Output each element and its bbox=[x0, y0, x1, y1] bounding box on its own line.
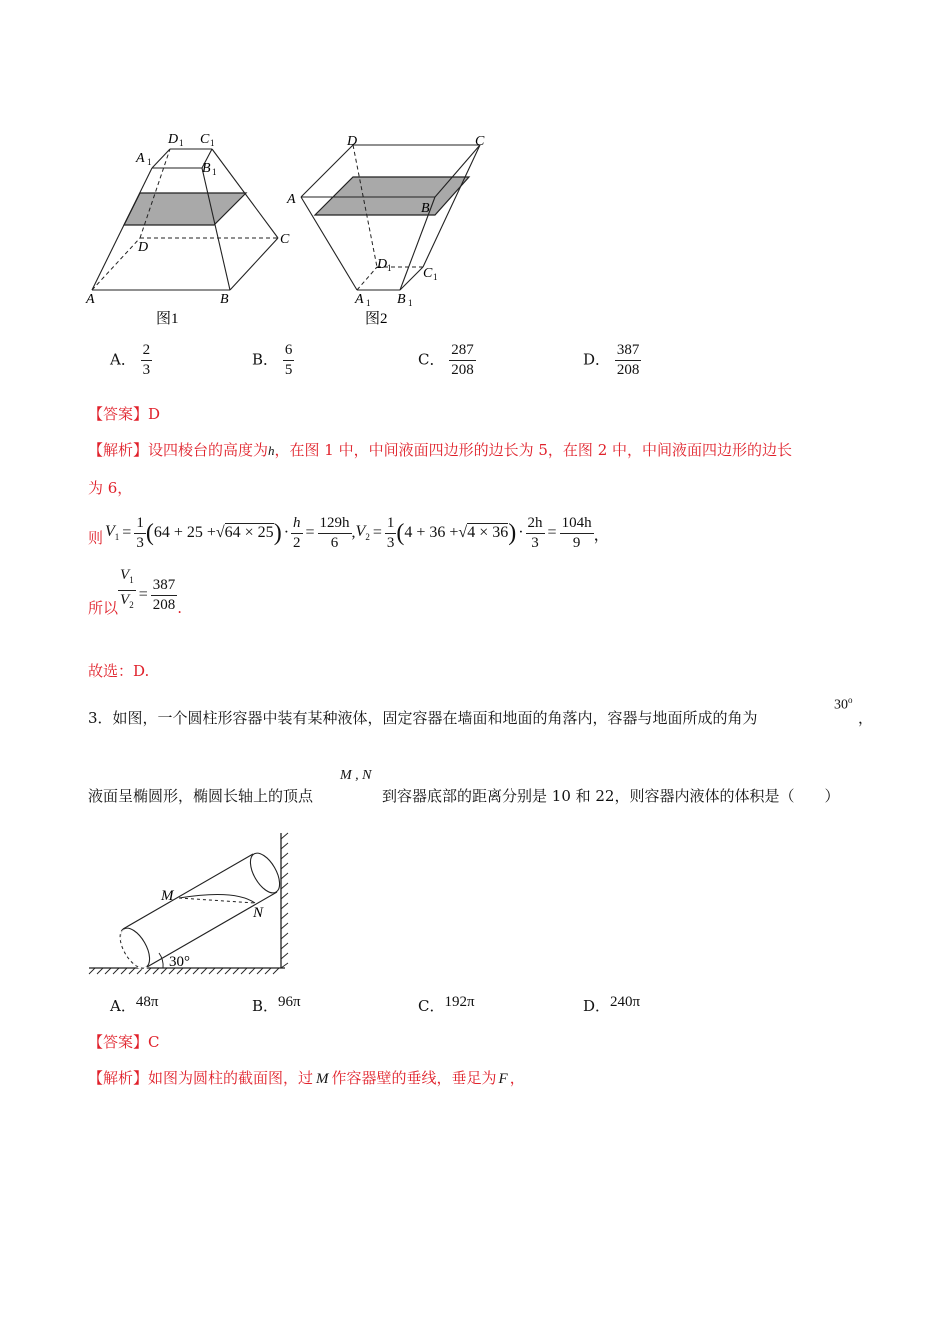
option-fraction: $\frac{287}{208}$ bbox=[451, 342, 474, 378]
label-C1: C bbox=[423, 266, 433, 281]
option-fraction: $\frac{387}{208}$ bbox=[616, 342, 640, 378]
label-C1-sub: 1 bbox=[210, 138, 215, 148]
label-B1-sub: 1 bbox=[408, 298, 413, 308]
frustum-figure-1 bbox=[80, 125, 300, 325]
label-B1: B bbox=[397, 292, 406, 307]
answer-line: 【答案】D bbox=[88, 405, 161, 423]
q3-analysis-line: 【解析】如图为圆柱的截面图，过 M 作容器壁的垂线，垂足为 F ， bbox=[88, 1069, 525, 1087]
label-B1-sub: 1 bbox=[212, 167, 217, 177]
label-A1: A bbox=[136, 151, 145, 166]
label-A: A bbox=[86, 292, 95, 307]
option-c[interactable] bbox=[418, 342, 476, 379]
q3-stem-line-2b: 到容器底部的距离分别是 10 和 22，则容器内液体的体积是（ ） bbox=[382, 787, 840, 805]
label-A1-sub: 1 bbox=[147, 157, 152, 167]
label-C1: C bbox=[200, 132, 210, 147]
q3-mn-label: M , N bbox=[340, 768, 372, 783]
option-a[interactable] bbox=[110, 342, 152, 379]
label-N: N bbox=[253, 905, 264, 921]
label-D: D bbox=[347, 134, 358, 149]
option-letter: C． bbox=[418, 350, 445, 369]
liquid-surface-1 bbox=[124, 193, 246, 225]
label-D1-sub: 1 bbox=[387, 263, 392, 273]
q3-option-d[interactable]: D．240π bbox=[583, 994, 641, 1015]
q3-angle: 30$^o$ bbox=[834, 695, 853, 713]
label-D: D bbox=[138, 240, 149, 255]
label-M: M bbox=[161, 888, 174, 904]
q3-stem-line-2a: 液面呈椭圆形，椭圆长轴上的顶点 bbox=[88, 787, 314, 805]
analysis-line-2: 为 6， bbox=[88, 479, 133, 497]
label-C: C bbox=[475, 134, 485, 149]
label-D1: D bbox=[168, 132, 179, 147]
figure-2-caption: 图2 bbox=[365, 311, 388, 325]
label-B: B bbox=[220, 292, 229, 307]
q3-answer-line: 【答案】C bbox=[88, 1033, 160, 1051]
label-B1: B bbox=[202, 161, 211, 176]
option-letter: A． bbox=[110, 350, 136, 369]
label-D1: D bbox=[377, 257, 388, 272]
label-A1-sub: 1 bbox=[366, 298, 371, 308]
option-fraction: $\frac{2}{3}$ bbox=[142, 342, 151, 378]
figure-1-caption: 图1 bbox=[156, 311, 179, 325]
option-d[interactable] bbox=[583, 342, 641, 379]
q3-option-a[interactable]: A．48π bbox=[110, 994, 159, 1015]
label-D1-sub: 1 bbox=[179, 138, 184, 148]
label-A1: A bbox=[355, 292, 364, 307]
option-b[interactable] bbox=[252, 342, 294, 379]
label-C1-sub: 1 bbox=[433, 272, 438, 282]
choose-line: 故选：D. bbox=[88, 662, 150, 680]
label-A: A bbox=[287, 192, 296, 207]
option-letter: D． bbox=[583, 350, 611, 369]
cylinder-figure bbox=[85, 825, 300, 985]
q3-stem-tail: ， bbox=[858, 709, 874, 727]
label-angle: 30° bbox=[169, 954, 190, 970]
option-letter: B． bbox=[252, 350, 279, 369]
liquid-surface-2 bbox=[315, 177, 469, 215]
q3-option-b[interactable]: B．96π bbox=[252, 994, 301, 1015]
q3-stem-line-1: 3．如图，一个圆柱形容器中装有某种液体，固定容器在墙面和地面的角落内，容器与地面所成的角为 bbox=[88, 709, 758, 727]
label-C: C bbox=[280, 232, 290, 247]
q3-option-c[interactable]: C．192π bbox=[418, 994, 475, 1015]
volume-formula: 则 $V_1$ = $\frac{1}{3}$ ( 64 + 25 + √64 × 25 ) · $\frac{h}{2}$ = $\frac{129h}{6}$ , $V_2$ = $\frac{1}{3}$ ( 4 + 36 + √4 × 36 ) · $\frac{2h}{3}$ = $\frac{104h}{9}$ ， bbox=[88, 514, 610, 551]
ratio-line: 所以 $\frac{V_1}{V_2}$ = $\frac{387}{208}$ . bbox=[88, 567, 182, 617]
label-B: B bbox=[421, 201, 430, 216]
option-fraction: $\frac{6}{5}$ bbox=[284, 342, 293, 378]
analysis-line-1: 【解析】设四棱台的高度为h，在图 1 中，中间液面四边形的边长为 5，在图 2 中，中间液面四边形的边长 bbox=[88, 441, 793, 459]
frustum-figure-2 bbox=[285, 125, 505, 325]
